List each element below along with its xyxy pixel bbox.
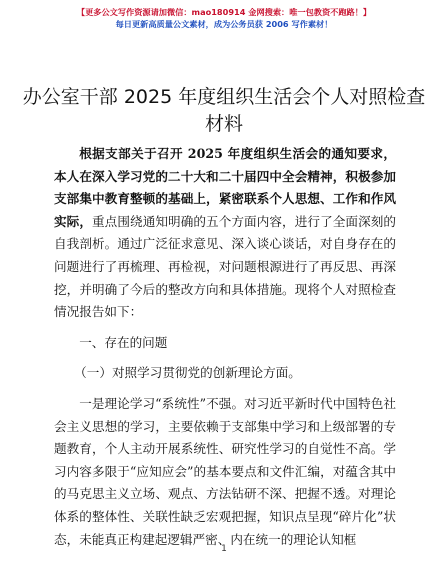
intro-rest: 重点围绕通知明确的五个方面内容，进行了全面深刻的自我剖析。通过广泛征求意见、深入谈心谈话，对自身存在的问题进行了再梳理、再检视，对问题根源进行了再反思、再深挖，并明确了今后的整改方向和具体措施。现将个人对照检查情况报告如下： [54,213,397,320]
promo-header [0,6,448,30]
intro-bold-lead: 根据支部关于召开 2025 年度组织生活会的通知要求，本人在深入学习党的二十大和二十届四中全会精神，积极参加支部集中教育整顿的基础上，紧密联系个人思想、工作和作风实际， [54,146,396,229]
promo-line-1: 【更多公文写作资源请加微信：mao180914 金网搜索：唯一包教资不跑路！】 [76,7,372,17]
document-title: 办公室干部 2025 年度组织生活会个人对照检查材料 [22,86,426,135]
section-heading-1: 一、存在的问题 [79,334,168,350]
subsection-heading-1: （一）对照学习贯彻党的创新理论方面。 [74,365,301,381]
promo-line-2: 每日更新高质量公文素材，成为公务员获 2006 写作素材！ [115,19,333,29]
body-paragraph-2: 一是理论学习“系统性”不强。对习近平新时代中国特色社会主义思想的学习，主要依赖于支部集中学习和上级部署的专题教育，个人主动开展系统性、研究性学习的自觉性不高。学习内容多限于“应知应会”的基本要点和文件汇编，对蕴含其中的马克思主义立场、观点、方法钻研不深、把握不透。对理论体系的整体性、关联性缺乏宏观把握，知识点呈现“碎片化”状态，未能真正构建起逻辑严密、内在统一的理论认知框 [54,395,396,547]
document-body [54,143,396,551]
intro-paragraph [54,143,396,324]
page-number: 1 [221,544,227,554]
